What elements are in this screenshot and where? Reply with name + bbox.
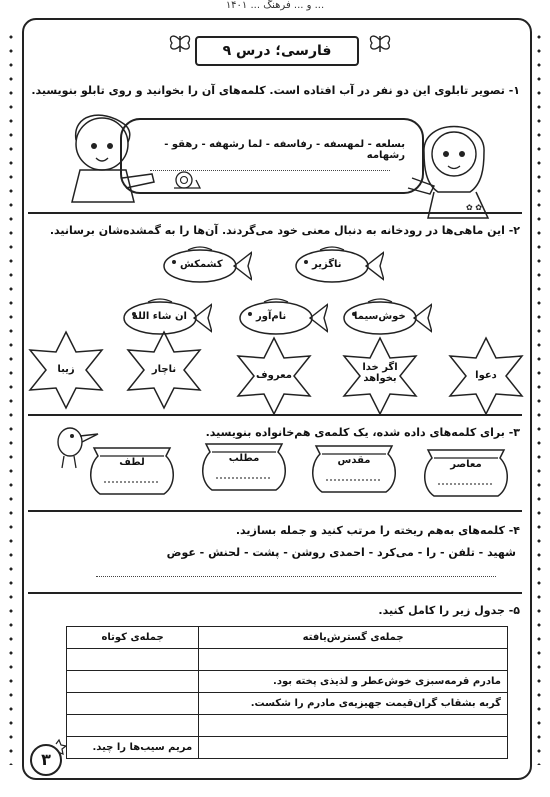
short-sentence-cell[interactable]	[67, 693, 199, 715]
table-row	[67, 737, 508, 759]
long-sentence-cell: مادرم قرمه‌سبزی خوش‌عطر و لذیذی پخته بود.	[199, 671, 508, 693]
fish-word-2[interactable]: کشمکش	[180, 259, 223, 270]
lesson-title: فارسی؛ درس ۹	[195, 36, 359, 66]
star-word-5[interactable]: زیبا	[57, 364, 75, 375]
butterfly-icon	[168, 32, 192, 54]
table-row	[67, 649, 508, 671]
section-divider	[28, 414, 522, 416]
table-header-row	[67, 627, 508, 649]
top-header-text: ... و ... فرهنگ ... ۱۴۰۱	[225, 0, 325, 11]
jar-word-2: مقدس	[337, 455, 371, 466]
section-divider	[28, 592, 522, 594]
section-divider	[28, 510, 522, 512]
fish-word-4[interactable]: نام‌آور	[256, 311, 287, 322]
long-sentence-cell[interactable]	[199, 715, 508, 737]
jar-icon	[308, 440, 400, 496]
table-row	[67, 715, 508, 737]
section-divider	[28, 212, 522, 214]
scrambled-words: شهید - تلفن - را - می‌کرد - احمدی روشن - پشت - لحنش - عوض	[166, 546, 516, 559]
jar-word-3: مطلب	[228, 453, 260, 464]
question-1-instruction: ۱- تصویر تابلوی این دو نفر در آب افتاده است. کلمه‌های آن را بخوانید و روی تابلو بنویسید.	[31, 84, 520, 97]
column-header-short: جمله‌ی کوتاه	[67, 627, 199, 649]
jar-icon	[86, 442, 178, 498]
jar-icon	[198, 438, 290, 494]
sentence-table	[66, 626, 508, 759]
jar-word-4: لطف	[119, 457, 145, 468]
short-sentence-cell: مریم سیب‌ها را چید.	[67, 737, 199, 759]
mirrored-words: بسلعه - لمهسفه - رفاسفه - لما رشهفه - رهقو - رشهامه	[164, 139, 405, 161]
short-sentence-cell[interactable]	[67, 715, 199, 737]
jar-icon	[420, 444, 512, 500]
table-row	[67, 693, 508, 715]
star-word-1[interactable]: دعوا	[475, 370, 497, 381]
snail-icon	[172, 168, 202, 190]
long-sentence-cell: گربه بشقاب گران‌قیمت جهیزیه‌ی مادرم را شکست.	[199, 693, 508, 715]
right-dot-border	[534, 30, 544, 765]
question-5-instruction: ۵- جدول زیر را کامل کنید.	[378, 604, 520, 617]
short-sentence-cell[interactable]	[67, 649, 199, 671]
fish-word-3[interactable]: خوش‌سیما	[354, 311, 406, 322]
column-header-long: جمله‌ی گسترش‌یافته	[199, 627, 508, 649]
star-word-4[interactable]: ناچار	[151, 364, 177, 375]
fish-word-1[interactable]: ناگزیر	[312, 259, 342, 270]
svg-text:✿ ✿: ✿ ✿	[466, 203, 482, 212]
fish-word-5[interactable]: ان شاء الله	[132, 311, 187, 322]
question-4-instruction: ۴- کلمه‌های به‌هم ریخته را مرتب کنید و جمله بسازید.	[235, 524, 520, 537]
question-2-instruction: ۲- این ماهی‌ها در رودخانه به دنبال معنی خود می‌گردند. آن‌ها را به گمشده‌شان برسانید.	[49, 224, 520, 237]
left-dot-border	[6, 30, 16, 765]
page-number: ۳	[41, 750, 51, 769]
girl-illustration-icon	[404, 108, 504, 220]
sentence-answer-line[interactable]	[96, 576, 496, 577]
star-word-3[interactable]: معروف	[256, 370, 292, 381]
butterfly-icon	[368, 32, 392, 54]
star-word-2[interactable]: اگر خدا بخواهد	[362, 362, 398, 384]
short-sentence-cell[interactable]	[67, 671, 199, 693]
long-sentence-cell[interactable]	[199, 737, 508, 759]
question-3-instruction: ۳- برای کلمه‌های داده شده، یک کلمه‌ی هم‌خانواده بنویسید.	[205, 426, 520, 439]
table-row	[67, 671, 508, 693]
long-sentence-cell[interactable]	[199, 649, 508, 671]
jar-word-1: معاصر	[450, 459, 482, 470]
